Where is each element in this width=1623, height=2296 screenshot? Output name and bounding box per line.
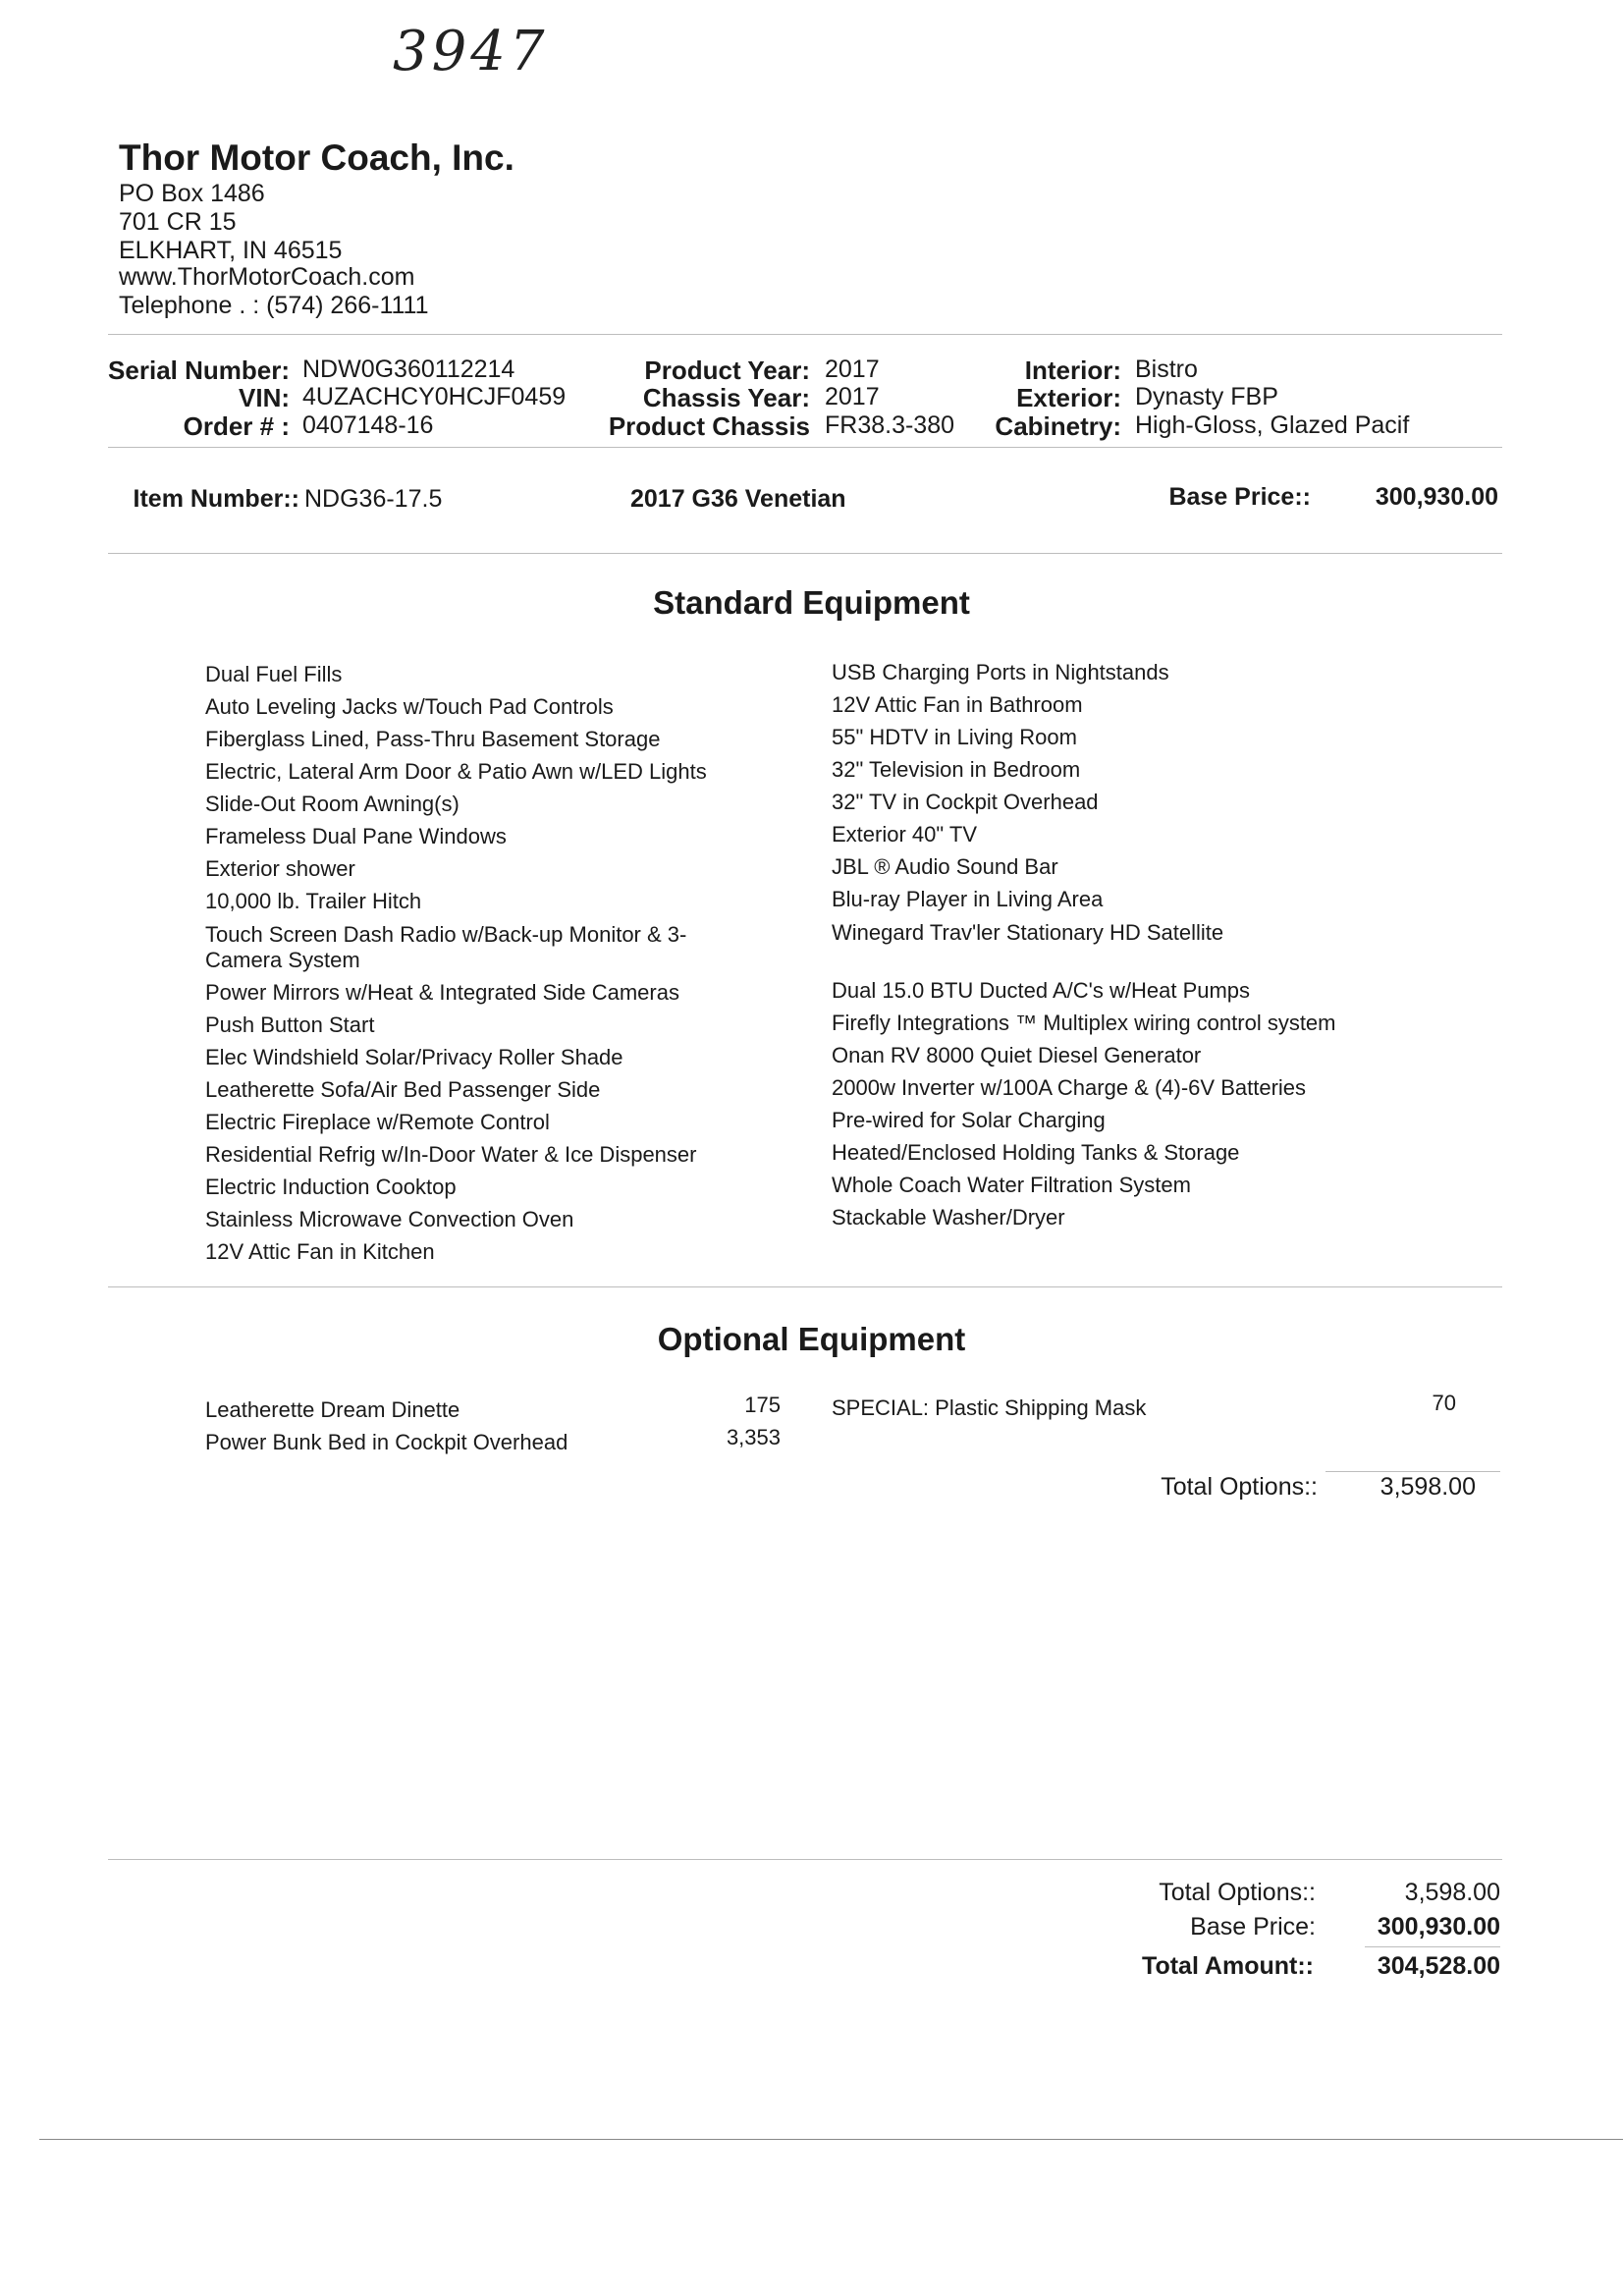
list-item: Electric, Lateral Arm Door & Patio Awn w/LED Lights: [205, 759, 707, 784]
optional-item-name: Leatherette Dream Dinette: [205, 1397, 460, 1422]
list-item: Push Button Start: [205, 1012, 375, 1037]
list-item: 55" HDTV in Living Room: [832, 725, 1077, 749]
optional-equipment-title: Optional Equipment: [657, 1321, 966, 1357]
list-item: Stainless Microwave Convection Oven: [205, 1207, 574, 1231]
list-item: Exterior shower: [205, 856, 355, 881]
item-number: NDG36-17.5: [304, 485, 443, 513]
address-line-street: 701 CR 15: [119, 208, 237, 236]
list-item: Electric Fireplace w/Remote Control: [205, 1110, 550, 1134]
list-item: Firefly Integrations ™ Multiplex wiring control system: [832, 1011, 1336, 1035]
list-item: Electric Induction Cooktop: [205, 1175, 457, 1199]
list-item: Whole Coach Water Filtration System: [832, 1173, 1191, 1197]
list-item: USB Charging Ports in Nightstands: [832, 660, 1169, 684]
product-chassis: FR38.3-380: [825, 411, 955, 439]
handwritten-note: 3947: [393, 20, 549, 83]
product-chassis-label: Product Chassis: [608, 411, 810, 441]
list-item: 12V Attic Fan in Bathroom: [832, 692, 1083, 717]
exterior-label: Exterior:: [1016, 383, 1121, 412]
list-item: Auto Leveling Jacks w/Touch Pad Controls: [205, 694, 614, 719]
list-item: Touch Screen Dash Radio w/Back-up Monitor & 3-: [205, 922, 687, 947]
base-price: 300,930.00: [1375, 483, 1498, 511]
list-item: Slide-Out Room Awning(s): [205, 792, 460, 816]
company-name: Thor Motor Coach, Inc.: [119, 137, 514, 178]
cabinetry-label: Cabinetry:: [995, 411, 1121, 441]
list-item: 32" Television in Bedroom: [832, 757, 1081, 782]
optional-item-name: Power Bunk Bed in Cockpit Overhead: [205, 1430, 568, 1454]
base-price-label: Base Price::: [1168, 483, 1311, 511]
divider: [108, 447, 1502, 448]
summary-total-amount-value: 304,528.00: [1377, 1952, 1500, 1980]
list-item: Leatherette Sofa/Air Bed Passenger Side: [205, 1077, 601, 1102]
divider: [108, 334, 1502, 335]
summary-total-amount-label: Total Amount::: [1142, 1952, 1314, 1980]
serial-number: NDW0G360112214: [302, 355, 515, 383]
total-options-label: Total Options::: [1161, 1473, 1318, 1501]
company-telephone: Telephone . : (574) 266-1111: [119, 292, 429, 319]
address-line-city: ELKHART, IN 46515: [119, 237, 343, 264]
divider: [108, 553, 1502, 554]
vin: 4UZACHCY0HCJF0459: [302, 383, 567, 410]
divider: [1325, 1471, 1500, 1472]
list-item: Winegard Trav'ler Stationary HD Satellite: [832, 920, 1224, 945]
divider: [39, 2139, 1623, 2140]
list-item: Frameless Dual Pane Windows: [205, 824, 507, 848]
total-options-value: 3,598.00: [1380, 1473, 1476, 1501]
list-item: Elec Windshield Solar/Privacy Roller Shade: [205, 1045, 623, 1069]
divider: [108, 1286, 1502, 1287]
chassis-year-label: Chassis Year:: [642, 383, 810, 412]
cabinetry: High-Gloss, Glazed Pacif: [1135, 411, 1410, 439]
address-line-po-box: PO Box 1486: [119, 180, 265, 207]
order-number: 0407148-16: [302, 411, 434, 439]
product-year-label: Product Year:: [644, 355, 810, 385]
list-item: Exterior 40" TV: [832, 822, 978, 847]
divider: [108, 1859, 1502, 1860]
company-website: www.ThorMotorCoach.com: [119, 263, 415, 291]
list-item: Dual Fuel Fills: [205, 662, 343, 686]
interior-label: Interior:: [1024, 355, 1121, 385]
product-year: 2017: [825, 355, 880, 383]
list-item: Power Mirrors w/Heat & Integrated Side Cameras: [205, 980, 679, 1005]
serial-number-label: Serial Number:: [108, 355, 290, 385]
list-item: Camera System: [205, 948, 360, 972]
optional-item-price: 175: [744, 1393, 781, 1417]
optional-item-name: SPECIAL: Plastic Shipping Mask: [832, 1395, 1147, 1420]
model-name: 2017 G36 Venetian: [630, 485, 846, 513]
list-item: Pre-wired for Solar Charging: [832, 1108, 1106, 1132]
optional-item-price: 70: [1432, 1391, 1456, 1415]
vin-label: VIN:: [239, 383, 290, 412]
list-item: JBL ® Audio Sound Bar: [832, 854, 1058, 879]
optional-item-price: 3,353: [726, 1425, 781, 1449]
list-item: Heated/Enclosed Holding Tanks & Storage: [832, 1140, 1240, 1165]
interior: Bistro: [1135, 355, 1198, 383]
list-item: 12V Attic Fan in Kitchen: [205, 1239, 435, 1264]
list-item: Stackable Washer/Dryer: [832, 1205, 1065, 1230]
list-item: Residential Refrig w/In-Door Water & Ice Dispenser: [205, 1142, 697, 1167]
summary-total-options-value: 3,598.00: [1404, 1879, 1500, 1906]
exterior: Dynasty FBP: [1135, 383, 1278, 410]
summary-total-options-label: Total Options::: [1159, 1879, 1316, 1906]
chassis-year: 2017: [825, 383, 880, 410]
list-item: Dual 15.0 BTU Ducted A/C's w/Heat Pumps: [832, 978, 1251, 1003]
list-item: Fiberglass Lined, Pass-Thru Basement Storage: [205, 727, 661, 751]
standard-equipment-title: Standard Equipment: [653, 584, 970, 621]
list-item: Blu-ray Player in Living Area: [832, 887, 1104, 911]
summary-base-price-value: 300,930.00: [1377, 1913, 1500, 1941]
item-number-label: Item Number::: [133, 485, 299, 513]
list-item: 2000w Inverter w/100A Charge & (4)-6V Batteries: [832, 1075, 1307, 1100]
list-item: 32" TV in Cockpit Overhead: [832, 790, 1099, 814]
summary-base-price-label: Base Price:: [1190, 1913, 1316, 1941]
divider: [1365, 1946, 1500, 1947]
order-number-label: Order # :: [183, 411, 290, 441]
list-item: Onan RV 8000 Quiet Diesel Generator: [832, 1043, 1202, 1067]
list-item: 10,000 lb. Trailer Hitch: [205, 889, 422, 913]
